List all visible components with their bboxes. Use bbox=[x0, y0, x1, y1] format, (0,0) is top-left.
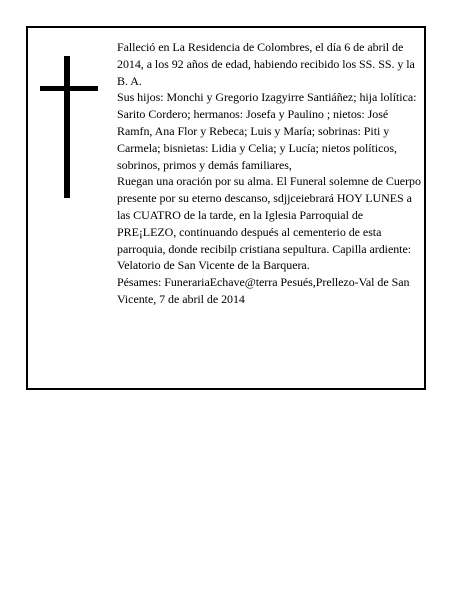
cross-vertical-bar bbox=[64, 56, 70, 198]
obituary-text bbox=[117, 39, 422, 308]
death-announcement-paragraph: Falleció en La Residencia de Colombres, el día 6 de abril de 2014, a los 92 años de edad, habiendo recibido los SS. SS. y la B. A. bbox=[117, 40, 415, 88]
funeral-details-paragraph: Ruegan una oración por su alma. El Funeral solemne de Cuerpo presente por su eterno descanso, sdjjceiebrará HOY LUNES a las CUATRO de la tarde, en la Iglesia Parroquial de PRE¡LEZO, continuando después al cementerio de esta parroquia, donde recibilp cristiana sepultura. Capilla ardiente: Velatorio de San Vicente de la Barquera. bbox=[117, 174, 421, 273]
obituary-notice bbox=[26, 26, 426, 390]
latin-cross-icon bbox=[40, 56, 98, 198]
condolences-paragraph: Pésames: FunerariaEchave@terra Pesués,Prellezo-Val de San Vicente, 7 de abril de 2014 bbox=[117, 275, 410, 306]
family-members-paragraph: Sus hijos: Monchi y Gregorio Izagyirre Santiáñez; hija lolítica: Sarito Cordero; hermanos: Josefa y Paulino ; nietos: José Ramfn, Ana Flor y Rebeca; Luis y María; sobrinas: Piti y Carmela; bisnietas: Lidia y Celia; y Lucía; nietos políticos, sobrinos, primos y demás familiares, bbox=[117, 90, 417, 172]
cross-horizontal-bar bbox=[40, 86, 98, 91]
